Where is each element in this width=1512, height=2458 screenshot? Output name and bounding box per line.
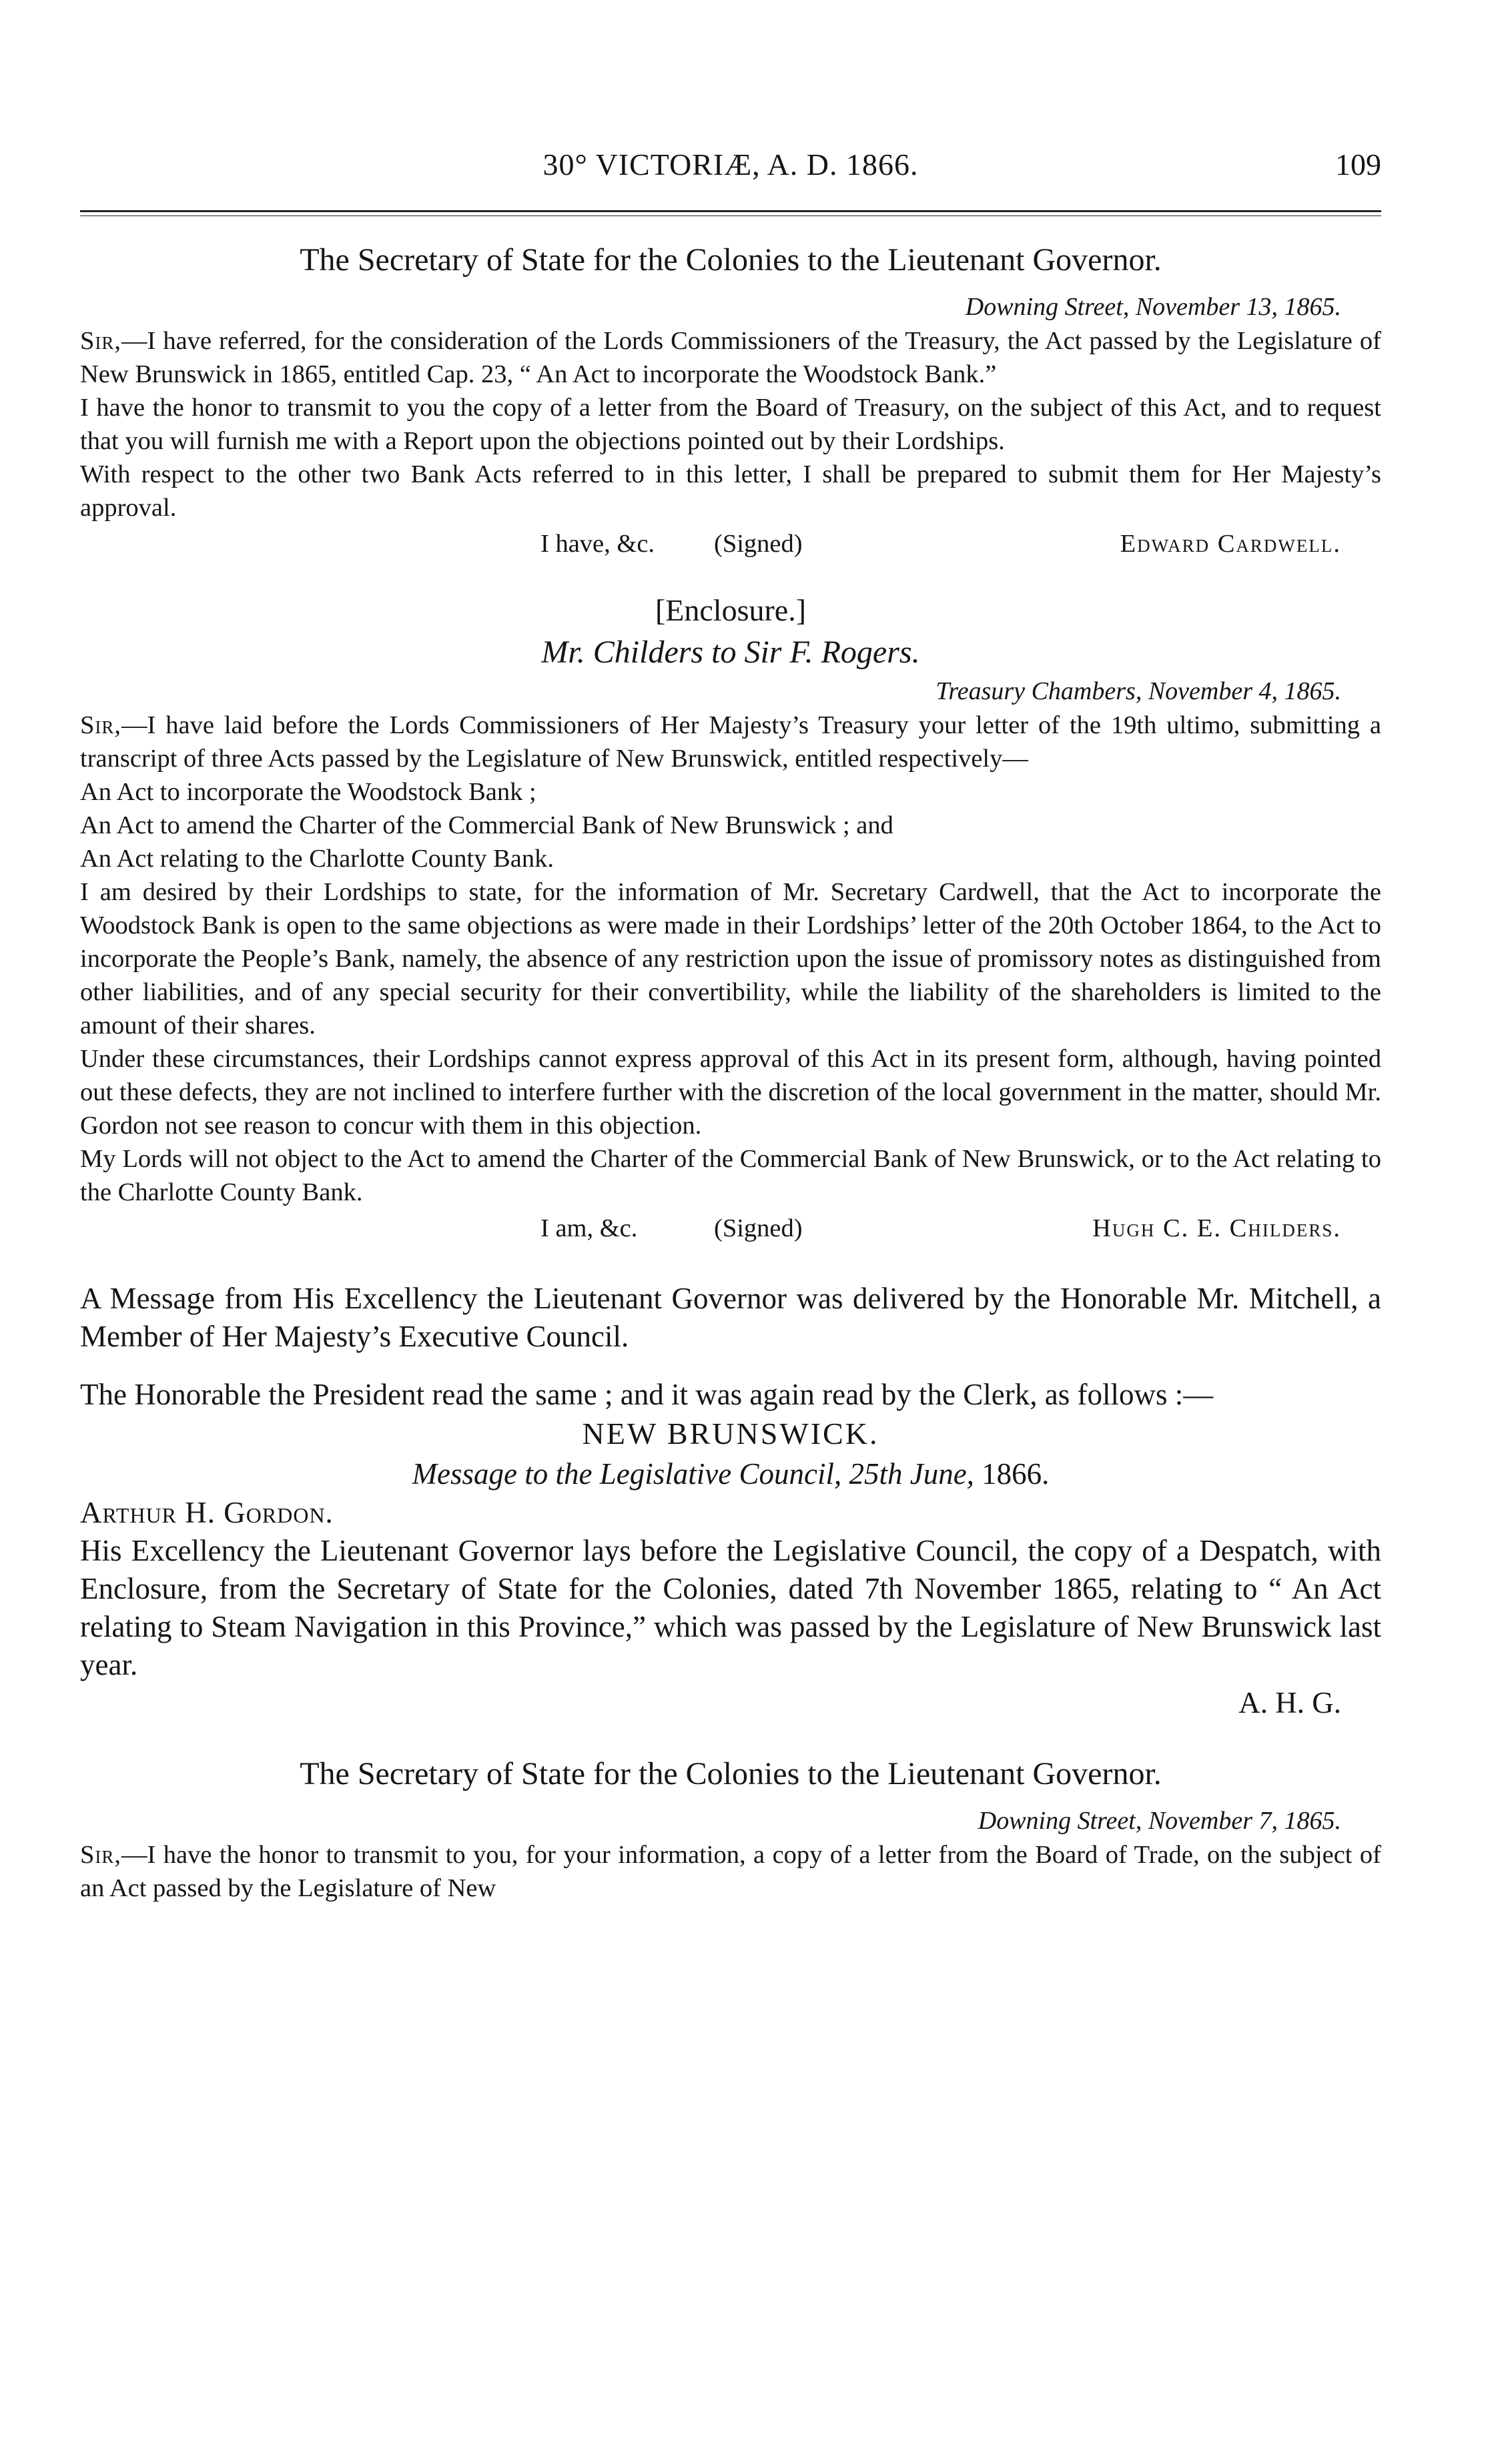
letter1-signed: (Signed) [714, 530, 803, 558]
letter2-dateline: Downing Street, November 7, 1865. [978, 1807, 1341, 1835]
province-heading: NEW BRUNSWICK. [582, 1416, 879, 1451]
message-body [80, 1494, 1381, 1684]
proceedings-paragraph: A Message from His Excellency the Lieutenant Governor was delivered by the Honorable Mr. Mitchell, a Member of Her Majesty’s Executive Council. [80, 1282, 1381, 1353]
enclosure-signatory: Hugh C. E. Childers. [1092, 1214, 1341, 1242]
letter2-body [80, 1838, 1381, 1905]
message-title: Message to the Legislative Council, 25th June, 1866. [412, 1457, 1050, 1491]
enclosure-salutation: Sir, [80, 711, 122, 739]
letter1-closing: I have, &c. [540, 530, 655, 558]
header-title: 30° VICTORIÆ, A. D. 1866. [542, 147, 919, 181]
act-list-item: An Act relating to the Charlotte County Bank. [80, 845, 554, 873]
document-page [80, 147, 1381, 2402]
governor-name: Arthur H. Gordon. [80, 1496, 334, 1529]
letter1-signoff [80, 524, 1381, 563]
letter1-dateline: Downing Street, November 13, 1865. [965, 293, 1341, 321]
letter2-heading: The Secretary of State for the Colonies to the Lieutenant Governor. [300, 1756, 1162, 1791]
enclosure-paragraph: My Lords will not object to the Act to amend the Charter of the Commercial Bank of New Brunswick, or to the Act relating to the Charlotte County Bank. [80, 1145, 1381, 1206]
letter2-salutation: Sir, [80, 1841, 122, 1869]
enclosure-paragraph: Sir,—I have laid before the Lords Commissioners of Her Majesty’s Treasury your letter of the 19th ultimo, submitting a transcript of three Acts passed by the Legislature of New Brunswick, entitled respectively— [80, 711, 1381, 773]
letter1-body [80, 324, 1381, 524]
act-list-item: An Act to incorporate the Woodstock Bank ; [80, 778, 536, 806]
message-initials-line [80, 1684, 1381, 1722]
enclosure-body [80, 709, 1381, 1209]
enclosure-closing: I am, &c. [540, 1214, 638, 1242]
enclosure-label: [Enclosure.] [655, 593, 807, 627]
page-number: 109 [1335, 147, 1381, 181]
enclosure-signoff [80, 1209, 1381, 1248]
letter1-heading: The Secretary of State for the Colonies to the Lieutenant Governor. [300, 242, 1162, 278]
enclosure-paragraph: Under these circumstances, their Lordships cannot express approval of this Act in its present form, although, having pointed out these defects, they are not inclined to interfere further with the discretion of the local government in the matter, should Mr. Gordon not see reason to concur with them in this objection. [80, 1045, 1381, 1140]
letter1-paragraph: Sir,—I have referred, for the consideration of the Lords Commissioners of the Treasury, the Act passed by the Legislature of New Brunswick in 1865, entitled Cap. 23, “ An Act to incorporate the Woodstock Bank.” [80, 327, 1381, 388]
act-list-item: An Act to amend the Charter of the Commercial Bank of New Brunswick ; and [80, 811, 893, 839]
header-rule [80, 210, 1381, 216]
enclosure-signed: (Signed) [714, 1214, 803, 1242]
letter1-signatory: Edward Cardwell. [1120, 530, 1341, 558]
enclosure-paragraph: I am desired by their Lordships to state, for the information of Mr. Secretary Cardwell, that the Act to incorporate the Woodstock Bank is open to the same objections as were made in their Lordships’ letter of the 20th October 1864, to the Act to incorporate the People’s Bank, namely, the absence of any restriction upon the issue of promissory notes as distinguished from other liabilities, and of any special security for their convertibility, while the liability of the shareholders is limited to the amount of their shares. [80, 878, 1381, 1040]
enclosure-heading: Mr. Childers to Sir F. Rogers. [541, 635, 920, 670]
proceedings-body [80, 1280, 1381, 1414]
letter1-paragraph: With respect to the other two Bank Acts referred to in this letter, I shall be prepared to submit them for Her Majesty’s approval. [80, 460, 1381, 522]
enclosure-dateline: Treasury Chambers, November 4, 1865. [935, 677, 1341, 705]
proceedings-paragraph: The Honorable the President read the same ; and it was again read by the Clerk, as follows :— [80, 1378, 1214, 1411]
running-header [80, 147, 1381, 210]
message-initials: A. H. G. [1238, 1686, 1341, 1719]
letter1-salutation: Sir, [80, 327, 122, 355]
letter1-paragraph: I have the honor to transmit to you the copy of a letter from the Board of Treasury, on the subject of this Act, and to request that you will furnish me with a Report upon the objections pointed out by their Lordships. [80, 394, 1381, 455]
letter2-paragraph: Sir,—I have the honor to transmit to you, for your information, a copy of a letter from the Board of Trade, on the subject of an Act passed by the Legislature of New [80, 1841, 1381, 1902]
message-paragraph: His Excellency the Lieutenant Governor lays before the Legislative Council, the copy of a Despatch, with Enclosure, from the Secretary of State for the Colonies, dated 7th November 1865, relating to “ An Act relating to Steam Navigation in this Province,” which was passed by the Legislature of New Brunswick last year. [80, 1534, 1381, 1681]
